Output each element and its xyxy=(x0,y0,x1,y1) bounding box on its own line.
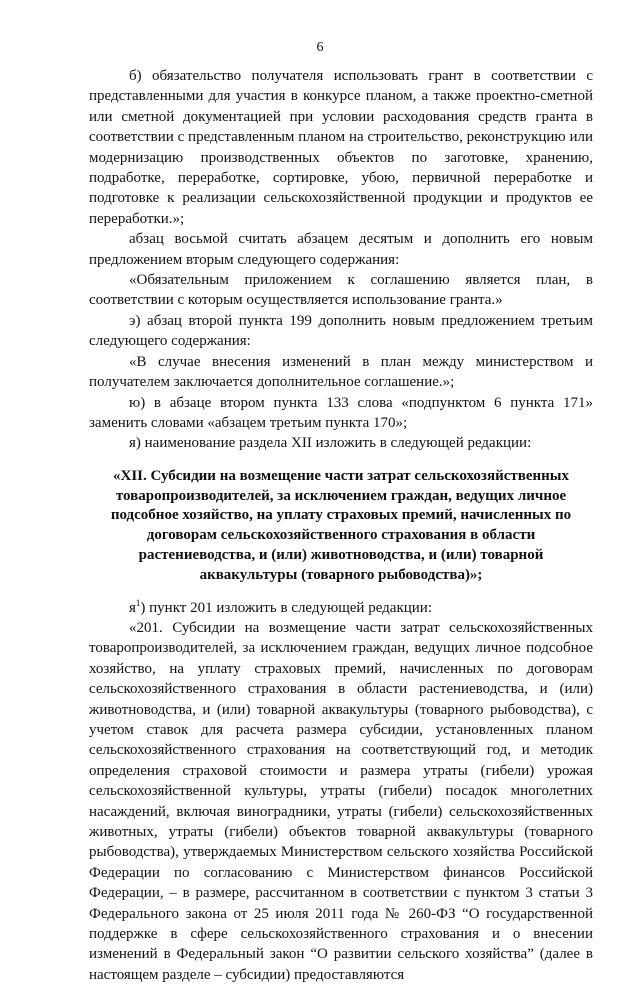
section-xii-heading: «XII. Субсидии на возмещение части затрат сельскохозяйственных товаропроизводителей, за исключением граждан, ведущих личное подсобное хозяйство, на уплату страховых премий, начисленных по договорам сельскохозяйственного страхования в области растениеводства, и (или) животноводства, и (или) товарной аквакультуры (товарного рыбоводства)»; xyxy=(110,467,572,583)
paragraph-item-ya1 xyxy=(89,598,593,618)
paragraph-item-b: б) обязательство получателя использовать грант в соответствии с представленными для участия в конкурсе планом, а также проектно-сметной или сметной документацией при условии расходования средств гранта в соответствии с представленным планом на строительство, реконструкцию или модернизацию производственных объектов по заготовке, хранению, подработке, переработке, сортировке, убою, первичной переработке и подготовке к реализации сельскохозяйственной продукции и продуктов ее переработки.»; xyxy=(89,68,593,227)
item-letter: я xyxy=(129,599,136,616)
paragraph-abzac-8: абзац восьмой считать абзацем десятым и дополнить его новым предложением вторым следующего содержания: xyxy=(89,231,593,268)
paragraph-item-ya: я) наименование раздела XII изложить в следующей редакции: xyxy=(129,435,532,452)
paragraph-quote-agreement: «В случае внесения изменений в план между министерством и получателем заключается дополнительное соглашение.»; xyxy=(89,353,593,391)
paragraph-item-yu: ю) в абзаце втором пункта 133 слова «подпунктом 6 пункта 171» заменить словами «абзацем третьим пункта 170»; xyxy=(89,394,593,431)
paragraph-quote-plan: «Обязательным приложением к соглашению является план, в соответствии с которым осуществляется использование гранта.» xyxy=(89,272,593,309)
page-number: 6 xyxy=(316,40,324,55)
item-text: ) пункт 201 изложить в следующей редакции: xyxy=(140,599,432,616)
document-body xyxy=(89,66,593,985)
paragraph-201: «201. Субсидии на возмещение части затрат сельскохозяйственных товаропроизводителей, за исключением граждан, ведущих личное подсобное хозяйство, на уплату страховых премий, начисленных по договорам сельскохозяйственного страхования в области растениеводства, и (или) животноводства, и (или) товарной аквакультуры (товарного рыбоводства), с учетом ставок для расчета размера субсидии, установленных планом сельскохозяйственного страхования на соответствующий год, и методик определения страховой стоимости и размера утраты (гибели) урожая сельскохозяйственной культуры, утраты (гибели) посадок многолетних насаждений, включая виноградники, утраты (гибели) сельскохозяйственных животных, утраты (гибели) объектов товарной аквакультуры (товарного рыбоводства), утверждаемых Министерством сельского хозяйства Российской Федерации по согласованию с Министерством финансов Российской Федерации, – в размере, рассчитанном в соответствии с пунктом 3 статьи 3 Федерального закона от 25 июля 2011 года № 260-ФЗ “О государственной поддержке в сфере сельскохозяйственного страхования и о внесении изменений в Федеральный закон “О развитии сельского хозяйства” (далее в настоящем разделе – субсидии) предоставляются xyxy=(89,619,593,983)
item-superscript: 1 xyxy=(135,597,141,608)
paragraph-item-e: э) абзац второй пункта 199 дополнить новым предложением третьим следующего содержания: xyxy=(89,312,593,350)
